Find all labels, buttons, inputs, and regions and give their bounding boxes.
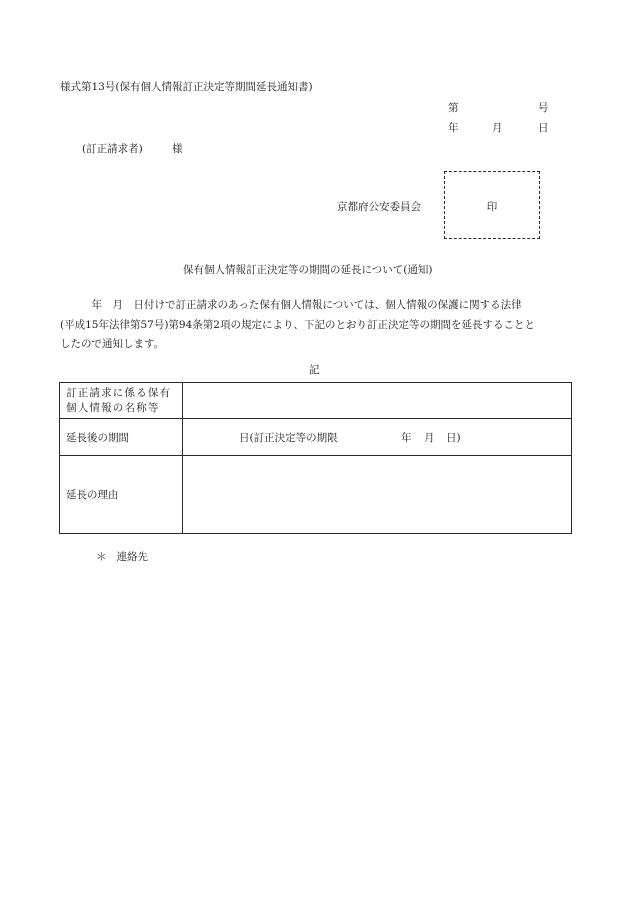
document-number-prefix: 第	[448, 102, 459, 114]
recipient-label: (訂正請求者)	[82, 143, 143, 155]
extended-period-month: 月	[424, 431, 435, 444]
asterisk-icon: ＊	[96, 551, 107, 563]
date-year-label: 年	[448, 122, 459, 134]
details-table	[59, 382, 572, 534]
body-line-1: 年 月 日付けで訂正請求のあった保有個人情報については、個人情報の保護に関する法律	[60, 299, 522, 311]
extended-period-label: 延長後の期間	[60, 419, 183, 456]
extended-period-deadline: 日(訂正決定等の期限	[239, 431, 338, 444]
table-row-reason	[60, 456, 572, 534]
extended-period-year: 年	[401, 431, 412, 444]
form-number: 様式第13号(保有個人情報訂正決定等期間延長通知書)	[60, 81, 313, 93]
info-name-label-line-1: 訂正請求に係る保有	[66, 386, 172, 399]
document-number-suffix: 号	[538, 102, 549, 114]
body-line-2: (平成15年法律第57号)第94条第2項の規定により、下記のとおり訂正決定等の期間を延長することと	[60, 318, 535, 331]
recipient-honorific: 様	[172, 143, 183, 155]
reason-value	[183, 456, 572, 534]
body-paragraph	[60, 296, 580, 355]
date-day-label: 日	[538, 122, 549, 134]
body-line-3: したので通知します。	[60, 338, 165, 350]
info-name-label-line-2: 個人情報の名称等	[66, 401, 160, 414]
document-title: 保有個人情報訂正決定等の期間の延長について(通知)	[183, 264, 433, 276]
issuer-name: 京都府公安委員会	[337, 201, 421, 213]
date-month-label: 月	[492, 122, 503, 134]
extended-period-day: 日)	[446, 431, 461, 444]
table-row-info-name	[60, 383, 572, 419]
contact-line	[96, 549, 148, 564]
reason-label: 延長の理由	[60, 456, 183, 534]
table-row-extended-period	[60, 419, 572, 456]
ki-heading: 記	[309, 364, 320, 376]
seal-label: 印	[486, 201, 498, 213]
info-name-value	[183, 383, 572, 419]
seal-box	[444, 171, 540, 239]
extended-period-value	[183, 419, 572, 456]
info-name-label	[60, 383, 183, 419]
contact-label: 連絡先	[116, 551, 148, 563]
